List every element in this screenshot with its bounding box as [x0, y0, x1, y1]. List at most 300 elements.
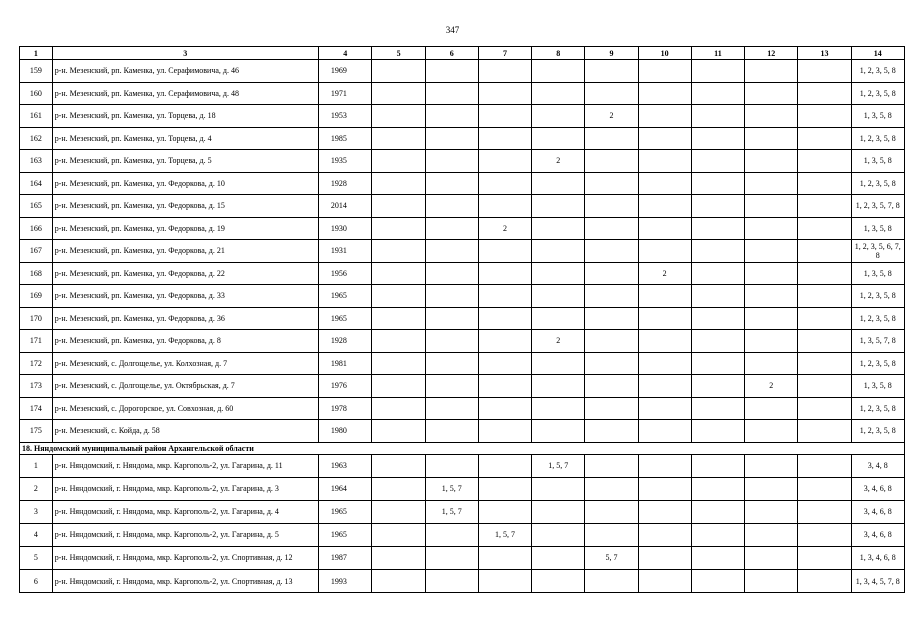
value-cell-14: 1, 2, 3, 5, 8	[851, 172, 904, 195]
value-cell-11	[691, 150, 744, 173]
address-cell: р-н. Мезенский, с. Долгощелье, ул. Октябрьская, д. 7	[52, 375, 318, 398]
address-cell: р-н. Няндомский, г. Няндома, мкр. Каргополь-2, ул. Гагарина, д. 5	[52, 523, 318, 546]
value-cell-8	[532, 420, 585, 443]
value-cell-10	[638, 330, 691, 353]
value-cell-7: 2	[478, 217, 531, 240]
value-cell-7: 1, 5, 7	[478, 523, 531, 546]
table-row	[20, 352, 905, 375]
row-number-cell: 172	[20, 352, 53, 375]
value-cell-13	[798, 523, 851, 546]
table-row	[20, 127, 905, 150]
value-cell-9	[585, 172, 638, 195]
section-title: 18. Няндомский муниципальный район Архангельской области	[20, 442, 905, 454]
row-number-cell: 162	[20, 127, 53, 150]
value-cell-8: 2	[532, 330, 585, 353]
address-cell: р-н. Мезенский, рп. Каменка, ул. Федоркова, д. 36	[52, 307, 318, 330]
value-cell-14: 1, 3, 5, 8	[851, 105, 904, 128]
table-row	[20, 105, 905, 128]
value-cell-7	[478, 397, 531, 420]
value-cell-12	[745, 195, 798, 218]
column-header: 10	[638, 47, 691, 60]
value-cell-11	[691, 454, 744, 477]
value-cell-6	[425, 352, 478, 375]
year-cell: 1965	[318, 523, 372, 546]
value-cell-10	[638, 150, 691, 173]
value-cell-5	[372, 262, 425, 285]
value-cell-12	[745, 240, 798, 263]
year-cell: 1953	[318, 105, 372, 128]
value-cell-5	[372, 420, 425, 443]
value-cell-9	[585, 500, 638, 523]
value-cell-13	[798, 375, 851, 398]
value-cell-13	[798, 105, 851, 128]
value-cell-8	[532, 546, 585, 569]
value-cell-12	[745, 172, 798, 195]
column-header: 3	[52, 47, 318, 60]
column-header: 8	[532, 47, 585, 60]
value-cell-6: 1, 5, 7	[425, 500, 478, 523]
value-cell-8	[532, 375, 585, 398]
value-cell-12	[745, 105, 798, 128]
header-row	[20, 47, 905, 60]
value-cell-5	[372, 172, 425, 195]
value-cell-9: 2	[585, 105, 638, 128]
address-cell: р-н. Мезенский, с. Дорогорское, ул. Совхозная, д. 60	[52, 397, 318, 420]
value-cell-5	[372, 240, 425, 263]
row-number-cell: 6	[20, 569, 53, 592]
value-cell-9	[585, 330, 638, 353]
value-cell-5	[372, 82, 425, 105]
value-cell-12	[745, 127, 798, 150]
value-cell-6	[425, 375, 478, 398]
value-cell-5	[372, 105, 425, 128]
value-cell-7	[478, 150, 531, 173]
value-cell-5	[372, 375, 425, 398]
row-number-cell: 161	[20, 105, 53, 128]
value-cell-6	[425, 82, 478, 105]
value-cell-11	[691, 195, 744, 218]
value-cell-5	[372, 217, 425, 240]
value-cell-7	[478, 352, 531, 375]
column-header: 12	[745, 47, 798, 60]
year-cell: 1928	[318, 330, 372, 353]
address-cell: р-н. Мезенский, с. Долгощелье, ул. Колхозная, д. 7	[52, 352, 318, 375]
value-cell-10	[638, 352, 691, 375]
value-cell-6	[425, 195, 478, 218]
value-cell-14: 1, 2, 3, 5, 8	[851, 60, 904, 83]
row-number-cell: 175	[20, 420, 53, 443]
value-cell-10	[638, 195, 691, 218]
row-number-cell: 166	[20, 217, 53, 240]
value-cell-9: 5, 7	[585, 546, 638, 569]
value-cell-12	[745, 569, 798, 592]
value-cell-5	[372, 477, 425, 500]
value-cell-13	[798, 546, 851, 569]
value-cell-13	[798, 352, 851, 375]
row-number-cell: 164	[20, 172, 53, 195]
value-cell-5	[372, 352, 425, 375]
value-cell-13	[798, 454, 851, 477]
table-row	[20, 546, 905, 569]
address-cell: р-н. Мезенский, рп. Каменка, ул. Федоркова, д. 15	[52, 195, 318, 218]
row-number-cell: 1	[20, 454, 53, 477]
value-cell-14: 1, 3, 5, 8	[851, 262, 904, 285]
value-cell-8	[532, 240, 585, 263]
value-cell-6	[425, 307, 478, 330]
value-cell-8	[532, 127, 585, 150]
value-cell-8	[532, 352, 585, 375]
row-number-cell: 170	[20, 307, 53, 330]
value-cell-9	[585, 307, 638, 330]
value-cell-11	[691, 285, 744, 308]
address-cell: р-н. Мезенский, рп. Каменка, ул. Серафимовича, д. 46	[52, 60, 318, 83]
value-cell-9	[585, 352, 638, 375]
table-row	[20, 477, 905, 500]
value-cell-5	[372, 500, 425, 523]
value-cell-14: 3, 4, 6, 8	[851, 477, 904, 500]
address-cell: р-н. Мезенский, рп. Каменка, ул. Федоркова, д. 21	[52, 240, 318, 263]
column-header: 4	[318, 47, 372, 60]
address-cell: р-н. Мезенский, рп. Каменка, ул. Федоркова, д. 19	[52, 217, 318, 240]
value-cell-5	[372, 195, 425, 218]
value-cell-10	[638, 60, 691, 83]
row-number-cell: 3	[20, 500, 53, 523]
address-cell: р-н. Мезенский, рп. Каменка, ул. Торцева, д. 5	[52, 150, 318, 173]
value-cell-11	[691, 477, 744, 500]
value-cell-11	[691, 127, 744, 150]
year-cell: 1980	[318, 420, 372, 443]
year-cell: 1981	[318, 352, 372, 375]
table-row	[20, 375, 905, 398]
register-table	[19, 46, 905, 593]
value-cell-9	[585, 397, 638, 420]
value-cell-6	[425, 454, 478, 477]
year-cell: 1964	[318, 477, 372, 500]
value-cell-12	[745, 523, 798, 546]
value-cell-14: 1, 2, 3, 5, 8	[851, 285, 904, 308]
value-cell-12	[745, 150, 798, 173]
value-cell-8	[532, 60, 585, 83]
address-cell: р-н. Мезенский, рп. Каменка, ул. Торцева, д. 4	[52, 127, 318, 150]
page-number: 347	[445, 25, 460, 35]
year-cell: 1971	[318, 82, 372, 105]
value-cell-12	[745, 262, 798, 285]
column-header: 7	[478, 47, 531, 60]
value-cell-6	[425, 420, 478, 443]
value-cell-6	[425, 330, 478, 353]
value-cell-6	[425, 150, 478, 173]
value-cell-5	[372, 569, 425, 592]
year-cell: 1987	[318, 546, 372, 569]
value-cell-7	[478, 195, 531, 218]
value-cell-9	[585, 420, 638, 443]
value-cell-8: 1, 5, 7	[532, 454, 585, 477]
column-header: 1	[20, 47, 53, 60]
table-row	[20, 330, 905, 353]
value-cell-5	[372, 307, 425, 330]
value-cell-13	[798, 500, 851, 523]
table-row	[20, 397, 905, 420]
year-cell: 1931	[318, 240, 372, 263]
value-cell-11	[691, 420, 744, 443]
value-cell-13	[798, 150, 851, 173]
address-cell: р-н. Мезенский, с. Койда, д. 58	[52, 420, 318, 443]
value-cell-10	[638, 397, 691, 420]
value-cell-7	[478, 546, 531, 569]
table-row	[20, 500, 905, 523]
value-cell-8	[532, 285, 585, 308]
row-number-cell: 160	[20, 82, 53, 105]
table-row	[20, 150, 905, 173]
row-number-cell: 4	[20, 523, 53, 546]
value-cell-6	[425, 172, 478, 195]
row-number-cell: 159	[20, 60, 53, 83]
value-cell-12	[745, 285, 798, 308]
column-header: 9	[585, 47, 638, 60]
address-cell: р-н. Няндомский, г. Няндома, мкр. Каргополь-2, ул. Спортивная, д. 12	[52, 546, 318, 569]
column-header: 6	[425, 47, 478, 60]
value-cell-14: 1, 2, 3, 5, 8	[851, 420, 904, 443]
value-cell-12	[745, 420, 798, 443]
value-cell-7	[478, 454, 531, 477]
value-cell-9	[585, 285, 638, 308]
value-cell-13	[798, 420, 851, 443]
row-number-cell: 2	[20, 477, 53, 500]
value-cell-8	[532, 477, 585, 500]
value-cell-14: 1, 2, 3, 5, 8	[851, 82, 904, 105]
value-cell-9	[585, 195, 638, 218]
value-cell-8	[532, 397, 585, 420]
value-cell-7	[478, 500, 531, 523]
year-cell: 1993	[318, 569, 372, 592]
value-cell-6	[425, 569, 478, 592]
value-cell-13	[798, 172, 851, 195]
value-cell-10	[638, 569, 691, 592]
value-cell-14: 1, 2, 3, 5, 6, 7, 8	[851, 240, 904, 263]
value-cell-7	[478, 60, 531, 83]
value-cell-9	[585, 262, 638, 285]
column-header: 14	[851, 47, 904, 60]
value-cell-5	[372, 454, 425, 477]
value-cell-13	[798, 60, 851, 83]
value-cell-12	[745, 500, 798, 523]
value-cell-14: 1, 3, 5, 7, 8	[851, 330, 904, 353]
value-cell-14: 1, 3, 5, 8	[851, 150, 904, 173]
value-cell-10	[638, 217, 691, 240]
value-cell-10	[638, 172, 691, 195]
value-cell-7	[478, 262, 531, 285]
value-cell-9	[585, 217, 638, 240]
value-cell-13	[798, 477, 851, 500]
table-row	[20, 82, 905, 105]
value-cell-11	[691, 375, 744, 398]
value-cell-11	[691, 60, 744, 83]
value-cell-10	[638, 82, 691, 105]
column-header: 11	[691, 47, 744, 60]
value-cell-10	[638, 240, 691, 263]
value-cell-8	[532, 523, 585, 546]
value-cell-8: 2	[532, 150, 585, 173]
value-cell-11	[691, 262, 744, 285]
address-cell: р-н. Няндомский, г. Няндома, мкр. Каргополь-2, ул. Гагарина, д. 3	[52, 477, 318, 500]
value-cell-8	[532, 217, 585, 240]
year-cell: 1935	[318, 150, 372, 173]
value-cell-8	[532, 500, 585, 523]
value-cell-7	[478, 285, 531, 308]
value-cell-6	[425, 217, 478, 240]
row-number-cell: 171	[20, 330, 53, 353]
value-cell-13	[798, 217, 851, 240]
value-cell-8	[532, 195, 585, 218]
value-cell-13	[798, 127, 851, 150]
value-cell-14: 1, 2, 3, 5, 8	[851, 307, 904, 330]
row-number-cell: 5	[20, 546, 53, 569]
value-cell-6	[425, 240, 478, 263]
value-cell-12	[745, 477, 798, 500]
value-cell-8	[532, 82, 585, 105]
value-cell-14: 1, 3, 4, 6, 8	[851, 546, 904, 569]
value-cell-6	[425, 127, 478, 150]
value-cell-6	[425, 60, 478, 83]
value-cell-9	[585, 150, 638, 173]
value-cell-11	[691, 352, 744, 375]
value-cell-13	[798, 330, 851, 353]
year-cell: 2014	[318, 195, 372, 218]
value-cell-6	[425, 523, 478, 546]
value-cell-10	[638, 523, 691, 546]
row-number-cell: 167	[20, 240, 53, 263]
value-cell-14: 1, 2, 3, 5, 8	[851, 352, 904, 375]
row-number-cell: 173	[20, 375, 53, 398]
value-cell-6	[425, 285, 478, 308]
table-row	[20, 454, 905, 477]
value-cell-9	[585, 127, 638, 150]
table-row	[20, 523, 905, 546]
value-cell-12	[745, 546, 798, 569]
value-cell-9	[585, 454, 638, 477]
table-row	[20, 569, 905, 592]
value-cell-13	[798, 307, 851, 330]
year-cell: 1985	[318, 127, 372, 150]
value-cell-12: 2	[745, 375, 798, 398]
value-cell-9	[585, 523, 638, 546]
row-number-cell: 163	[20, 150, 53, 173]
row-number-cell: 165	[20, 195, 53, 218]
value-cell-7	[478, 240, 531, 263]
value-cell-10	[638, 477, 691, 500]
value-cell-5	[372, 150, 425, 173]
value-cell-8	[532, 105, 585, 128]
address-cell: р-н. Мезенский, рп. Каменка, ул. Торцева, д. 18	[52, 105, 318, 128]
value-cell-14: 3, 4, 6, 8	[851, 523, 904, 546]
value-cell-6	[425, 546, 478, 569]
value-cell-11	[691, 172, 744, 195]
value-cell-10	[638, 285, 691, 308]
address-cell: р-н. Няндомский, г. Няндома, мкр. Каргополь-2, ул. Гагарина, д. 11	[52, 454, 318, 477]
value-cell-9	[585, 82, 638, 105]
value-cell-5	[372, 285, 425, 308]
value-cell-14: 1, 3, 5, 8	[851, 375, 904, 398]
value-cell-14: 1, 3, 4, 5, 7, 8	[851, 569, 904, 592]
table-row	[20, 172, 905, 195]
value-cell-11	[691, 523, 744, 546]
value-cell-10	[638, 454, 691, 477]
year-cell: 1976	[318, 375, 372, 398]
year-cell: 1956	[318, 262, 372, 285]
value-cell-7	[478, 127, 531, 150]
value-cell-10	[638, 127, 691, 150]
value-cell-10	[638, 546, 691, 569]
value-cell-8	[532, 172, 585, 195]
value-cell-11	[691, 217, 744, 240]
year-cell: 1969	[318, 60, 372, 83]
value-cell-8	[532, 262, 585, 285]
table-row	[20, 307, 905, 330]
table-row	[20, 60, 905, 83]
value-cell-6	[425, 397, 478, 420]
value-cell-7	[478, 105, 531, 128]
address-cell: р-н. Мезенский, рп. Каменка, ул. Федоркова, д. 33	[52, 285, 318, 308]
column-header: 5	[372, 47, 425, 60]
value-cell-6: 1, 5, 7	[425, 477, 478, 500]
value-cell-11	[691, 546, 744, 569]
value-cell-11	[691, 397, 744, 420]
value-cell-11	[691, 500, 744, 523]
address-cell: р-н. Мезенский, рп. Каменка, ул. Федоркова, д. 10	[52, 172, 318, 195]
address-cell: р-н. Мезенский, рп. Каменка, ул. Федоркова, д. 8	[52, 330, 318, 353]
value-cell-7	[478, 330, 531, 353]
value-cell-13	[798, 195, 851, 218]
value-cell-10: 2	[638, 262, 691, 285]
value-cell-13	[798, 82, 851, 105]
value-cell-13	[798, 397, 851, 420]
address-cell: р-н. Няндомский, г. Няндома, мкр. Каргополь-2, ул. Гагарина, д. 4	[52, 500, 318, 523]
value-cell-13	[798, 285, 851, 308]
value-cell-12	[745, 397, 798, 420]
value-cell-7	[478, 477, 531, 500]
table-row	[20, 240, 905, 263]
value-cell-5	[372, 60, 425, 83]
address-cell: р-н. Мезенский, рп. Каменка, ул. Федоркова, д. 22	[52, 262, 318, 285]
value-cell-12	[745, 454, 798, 477]
value-cell-14: 1, 2, 3, 5, 7, 8	[851, 195, 904, 218]
value-cell-14: 1, 3, 5, 8	[851, 217, 904, 240]
value-cell-10	[638, 307, 691, 330]
section-row	[20, 442, 905, 454]
value-cell-5	[372, 546, 425, 569]
table-row	[20, 217, 905, 240]
value-cell-7	[478, 375, 531, 398]
value-cell-12	[745, 307, 798, 330]
value-cell-9	[585, 60, 638, 83]
year-cell: 1928	[318, 172, 372, 195]
table-row	[20, 262, 905, 285]
value-cell-7	[478, 172, 531, 195]
value-cell-6	[425, 105, 478, 128]
address-cell: р-н. Мезенский, рп. Каменка, ул. Серафимовича, д. 48	[52, 82, 318, 105]
year-cell: 1965	[318, 500, 372, 523]
value-cell-9	[585, 477, 638, 500]
value-cell-5	[372, 523, 425, 546]
value-cell-7	[478, 82, 531, 105]
value-cell-8	[532, 307, 585, 330]
year-cell: 1965	[318, 285, 372, 308]
row-number-cell: 169	[20, 285, 53, 308]
value-cell-14: 3, 4, 8	[851, 454, 904, 477]
value-cell-10	[638, 420, 691, 443]
value-cell-7	[478, 420, 531, 443]
value-cell-5	[372, 127, 425, 150]
